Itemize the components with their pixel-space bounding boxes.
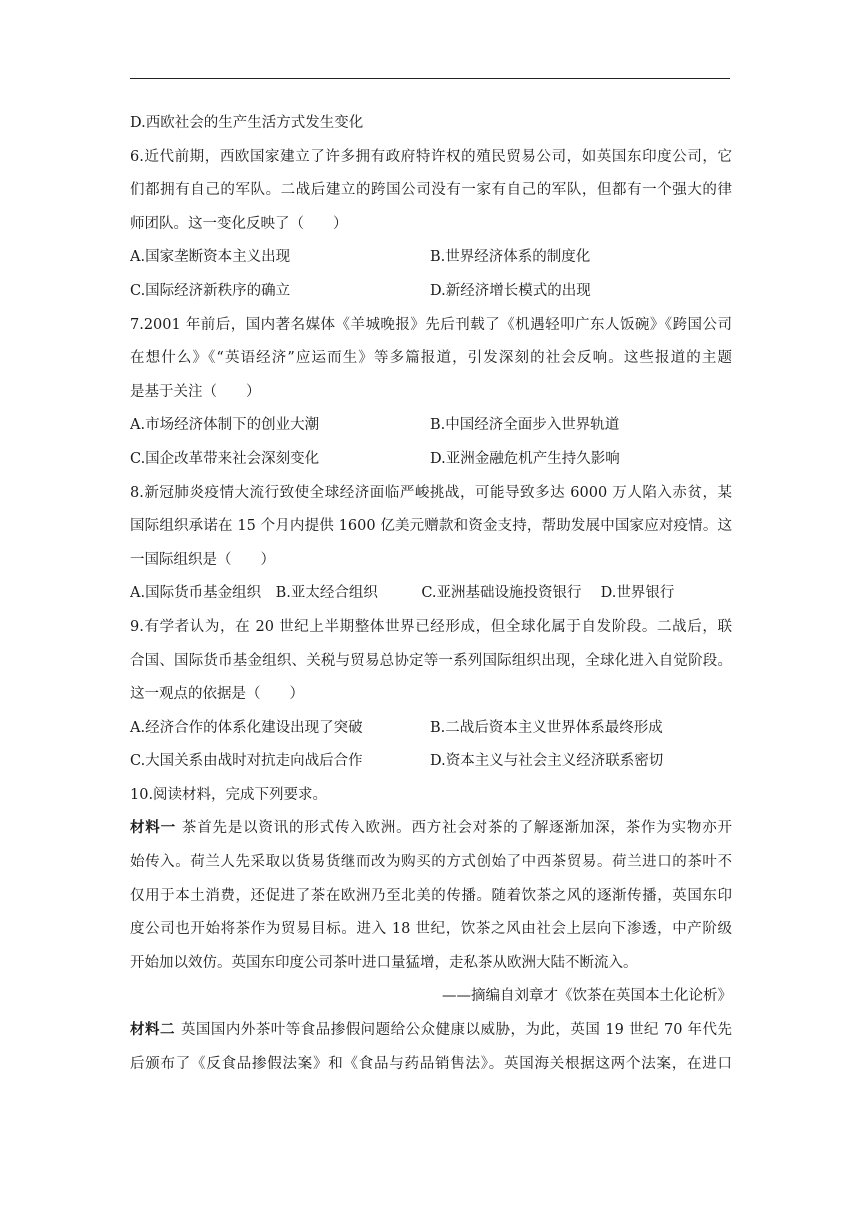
material-1-line: 度公司也开始将茶作为贸易目标。进入 18 世纪，饮茶之风由社会上层向下渗透，中产阶级 [130, 921, 732, 938]
q6-stem-line: 们都拥有自己的军队。二战后建立的跨国公司没有一家有自己的军队，但都有一个强大的律 [130, 182, 732, 199]
question-9 [130, 611, 732, 779]
q9-option-d: D.资本主义与社会主义经济联系密切 [430, 753, 664, 770]
q6-option-a: A.国家垄断资本主义出现 [130, 249, 291, 266]
q9-options-row [130, 712, 732, 746]
q8-stem-line: 一国际组织是（ ） [130, 551, 275, 568]
material-1-source: ——摘编自刘章才《饮茶在英国本土化论析》 [442, 988, 732, 1005]
question-7 [130, 309, 732, 477]
q7-options-row [130, 409, 732, 443]
q9-stem-line: 合国、国际货币基金组织、关税与贸易总协定等一系列国际组织出现，全球化进入自觉阶段。 [130, 652, 732, 669]
material-1-label: 材料一 [130, 820, 176, 837]
exam-page [130, 107, 732, 1081]
material-2-text: 英国国内外茶叶等食品掺假问题给公众健康以威胁，为此，英国 19 世纪 70 年代先 [180, 1022, 732, 1039]
q7-stem-line: 是基于关注（ ） [130, 383, 261, 400]
q6-options-row [130, 241, 732, 275]
q7-option-c: C.国企改革带来社会深刻变化 [130, 450, 320, 467]
q8-stem-line: 国际组织承诺在 15 个月内提供 1600 亿美元赠款和资金支持，帮助发展中国家应对疫情。这 [130, 518, 732, 535]
q9-option-c: C.大国关系由战时对抗走向战后合作 [130, 753, 363, 770]
q6-stem-line: 师团队。这一变化反映了（ ） [130, 215, 348, 232]
material-1-line [130, 812, 732, 846]
q6-options-row [130, 275, 732, 309]
q6-option-b: B.世界经济体系的制度化 [430, 249, 591, 266]
header-rule [130, 78, 730, 79]
question-10 [130, 779, 732, 1081]
question-6 [130, 141, 732, 309]
material-2-line: 后颁布了《反食品掺假法案》和《食品与药品销售法》。英国海关根据这两个法案，在进口 [130, 1055, 732, 1072]
material-2-line [130, 1014, 732, 1048]
q8-stem-line: 8.新冠肺炎疫情大流行致使全球经济面临严峻挑战，可能导致多达 6000 万人陷入赤贫，某 [130, 484, 732, 501]
material-1-line: 开始加以效仿。英国东印度公司茶叶进口量猛增，走私茶从欧洲大陆不断流入。 [130, 954, 638, 971]
q10-title: 10.阅读材料，完成下列要求。 [130, 786, 328, 803]
material-1-line: 仅用于本土消费，还促进了茶在欧洲乃至北美的传播。随着饮茶之风的逐渐传播，英国东印 [130, 887, 732, 904]
q9-option-a: A.经济合作的体系化建设出现了突破 [130, 719, 363, 736]
material-1-text: 茶首先是以资讯的形式传入欧洲。西方社会对茶的了解逐渐加深，茶作为实物亦开 [181, 820, 733, 837]
q6-option-c: C.国际经济新秩序的确立 [130, 282, 291, 299]
q7-option-d: D.亚洲金融危机产生持久影响 [430, 450, 620, 467]
q9-stem-line: 这一观点的依据是（ ） [130, 686, 304, 703]
q6-option-d: D.新经济增长模式的出现 [430, 282, 591, 299]
q7-option-a: A.市场经济体制下的创业大潮 [130, 417, 320, 434]
material-1-line: 始传入。荷兰人先采取以货易货继而改为购买的方式创始了中西茶贸易。荷兰进口的茶叶不 [130, 854, 732, 871]
q8-options: A.国际货币基金组织 B.亚太经合组织 C.亚洲基础设施投资银行 D.世界银行 [130, 585, 675, 602]
q9-options-row [130, 745, 732, 779]
q9-option-b: B.二战后资本主义世界体系最终形成 [430, 719, 663, 736]
q7-options-row [130, 443, 732, 477]
q9-stem-line: 9.有学者认为，在 20 世纪上半期整体世界已经形成，但全球化属于自发阶段。二战后，联 [130, 618, 732, 635]
material-2-label: 材料二 [130, 1022, 175, 1039]
q6-stem-line: 6.近代前期，西欧国家建立了许多拥有政府特许权的殖民贸易公司，如英国东印度公司，它 [130, 148, 732, 165]
q7-stem-line: 在想什么》《“英语经济”应运而生》等多篇报道，引发深刻的社会反响。这些报道的主题 [130, 350, 732, 367]
q7-option-b: B.中国经济全面步入世界轨道 [430, 417, 620, 434]
q5-option-d: D.西欧社会的生产生活方式发生变化 [130, 115, 364, 131]
q7-stem-line: 7.2001 年前后，国内著名媒体《羊城晚报》先后刊载了《机遇轻叩广东人饭碗》《跨国公司 [130, 316, 732, 333]
question-8 [130, 477, 732, 611]
